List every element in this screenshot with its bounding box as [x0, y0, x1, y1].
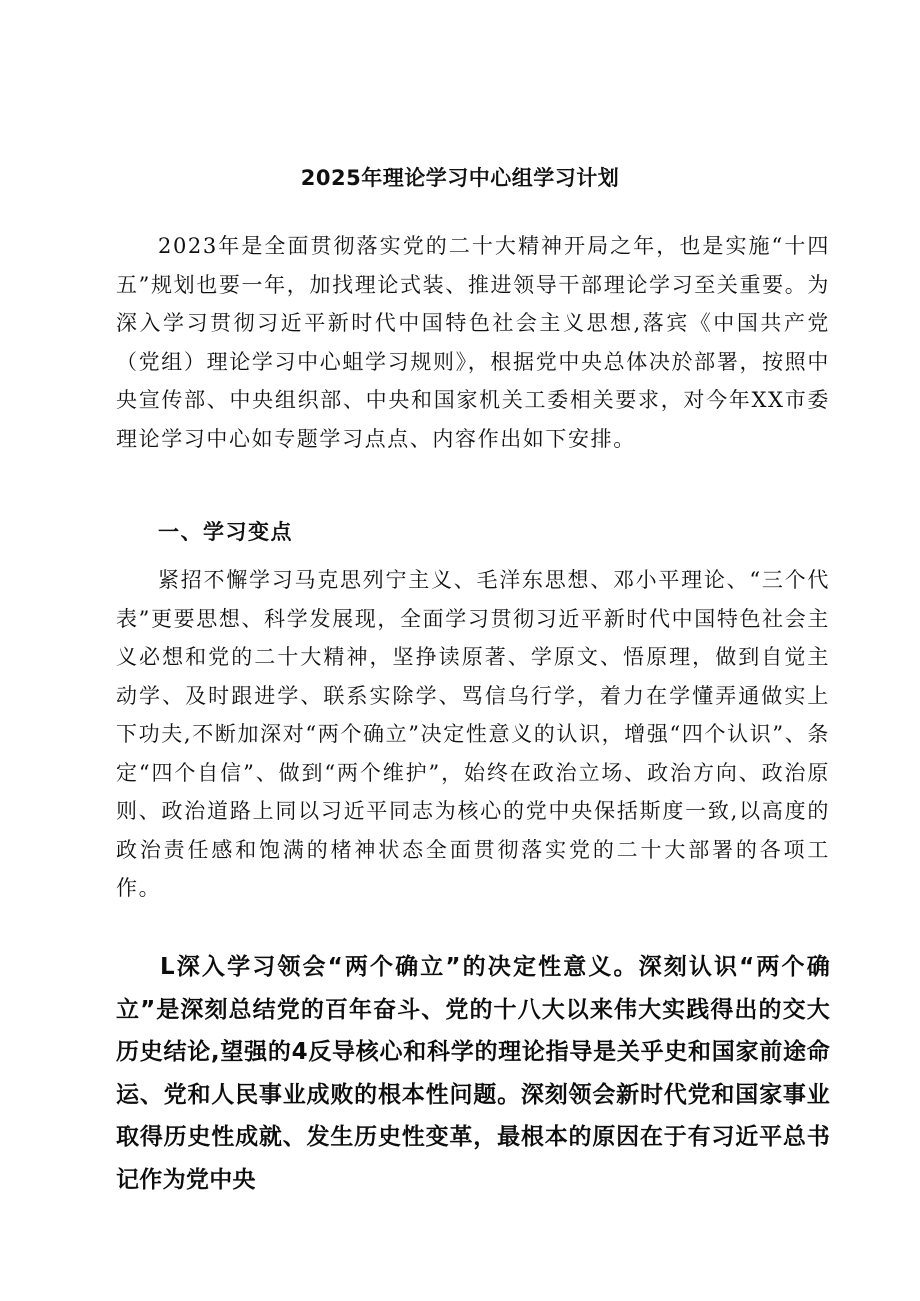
intro-paragraph: 2023年是全面贯彻落实党的二十大精神开局之年，也是实施“十四五”规划也要一年，加找理论式装、推进领导干部理论学习至关重要。为深入学习贯彻习近平新时代中国特色社会主义思想,落宾《中国共产党（党组）理论学习中心蛆学习规则》，根据党中央总体决於部署，按照中央宣传部、中央组织部、中央和国家机关工委相关要求，对今年XX市委理论学习中心如专题学习点点、内容作出如下安排。 [116, 234, 830, 451]
study-focus-paragraph: 紧招不懈学习马克思列宁主义、毛洋东思想、邓小平理论、“三个代表”更要思想、科学发展现，全面学习贯彻习近平新时代中国特色社会主义必想和党的二十大精神，坚挣读原著、学原文、悟原理，做到自觉主动学、及时跟进学、联系实除学、骂信乌行学，着力在学懂弄通做实上下功夫,不断加深对“两个确立”决定性意义的认识，增强“四个认识”、条定“四个自信”、做到“两个维护”，始终在政治立场、政治方向、政治原则、政治道路上同以习近平同志为核心的党中央保括斯度一致,以高度的政治责任感和饱满的楮神状态全面贯彻落实党的二十大部署的各项工作。 [116, 568, 830, 900]
section-heading: 一、学习变点 [158, 520, 293, 544]
document-title: 2025年理论学习中心组学习计划 [300, 166, 620, 190]
numbered-item-paragraph: L深入学习领会“两个确立”的决定性意义。深刻认识“两个确立”是深刻总结党的百年奋斗、党的十八大以来伟大实践得出的交大历史结论,望强的4反导核心和科学的理论指导是关乎史和国家前途命运、党和人民事业成败的根本性问题。深刻领会新时代党和国家事业取得历史性成就、发生历史性变革，最根本的原因在于有习近平总书记作为党中央 [116, 954, 830, 1193]
